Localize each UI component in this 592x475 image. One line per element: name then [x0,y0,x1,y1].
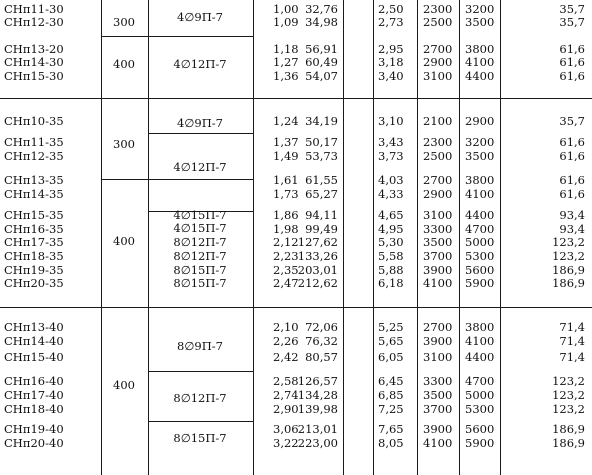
cell-v4: 3100 [423,69,453,83]
cell-v3: 2,50 [378,2,404,16]
cell-v1: 1,61 [273,173,299,187]
cell-v5: 2900 [465,114,495,128]
cell-v2: 34,19 [305,114,338,128]
cell-v6: 123,2 [552,402,585,416]
cell-v6: 35,7 [559,15,585,29]
cell-v6: 123,2 [552,374,585,388]
cell-v2: 76,32 [305,334,338,348]
cell-v2: 60,49 [305,55,338,69]
cell-v2: 223,00 [297,436,338,450]
cell-v1: 2,26 [273,334,299,348]
group-separator [101,179,253,180]
row-designation: СНп10-35 [4,114,64,128]
cell-v2: 127,62 [297,235,338,249]
cell-v6: 71,4 [559,320,585,334]
column-rule [101,0,102,475]
cell-v1: 1,73 [273,187,299,201]
cell-v5: 3200 [465,2,495,16]
cell-v3: 3,10 [378,114,404,128]
cell-v2: 213,01 [297,422,338,436]
cell-v1: 3,06 [273,422,299,436]
reinforcement-label: 4∅15П-7 [173,208,227,222]
cell-v6: 35,7 [559,2,585,16]
cell-v2: 56,91 [305,42,338,56]
cell-v5: 3800 [465,173,495,187]
group-label: 300 [113,15,135,29]
cell-v6: 93,4 [559,208,585,222]
cell-v3: 6,45 [378,374,404,388]
cell-v4: 3900 [423,263,453,277]
column-rule [253,0,254,475]
cell-v1: 1,24 [273,114,299,128]
cell-v2: 32,76 [305,2,338,16]
group-label: 400 [113,378,135,392]
cell-v1: 3,22 [273,436,299,450]
cell-v5: 4700 [465,222,495,236]
column-rule [500,0,501,475]
row-designation: СНп14-35 [4,187,64,201]
row-designation: СНп20-40 [4,436,64,450]
cell-v2: 99,49 [305,222,338,236]
row-designation: СНп18-40 [4,402,64,416]
cell-v2: 134,28 [297,388,338,402]
cell-v3: 7,65 [378,422,404,436]
group-label: 400 [113,57,135,71]
cell-v4: 2500 [423,149,453,163]
column-rule [459,0,460,475]
reinf-separator [148,421,253,422]
group-label: 300 [113,137,135,151]
cell-v1: 1,98 [273,222,299,236]
cell-v1: 2,74 [273,388,299,402]
cell-v2: 50,17 [305,135,338,149]
cell-v6: 71,4 [559,334,585,348]
cell-v2: 53,73 [305,149,338,163]
cell-v3: 5,88 [378,263,404,277]
cell-v4: 3900 [423,334,453,348]
cell-v3: 4,03 [378,173,404,187]
cell-v1: 1,49 [273,149,299,163]
cell-v5: 5900 [465,436,495,450]
cell-v5: 4100 [465,55,495,69]
cell-v2: 54,07 [305,69,338,83]
row-designation: СНп15-40 [4,350,64,364]
row-designation: СНп16-40 [4,374,64,388]
cell-v3: 8,05 [378,436,404,450]
cell-v2: 94,11 [305,208,338,222]
row-designation: СНп12-35 [4,149,64,163]
cell-v2: 80,57 [305,350,338,364]
row-designation: СНп14-40 [4,334,64,348]
row-designation: СНп17-40 [4,388,64,402]
cell-v1: 1,36 [273,69,299,83]
cell-v2: 72,06 [305,320,338,334]
cell-v3: 3,73 [378,149,404,163]
row-designation: СНп15-30 [4,69,64,83]
reinforcement-label: 8∅12П-7 [173,235,227,249]
cell-v4: 3500 [423,388,453,402]
column-rule [148,0,149,475]
row-designation: СНп16-35 [4,222,64,236]
row-designation: СНп20-35 [4,276,64,290]
row-designation: СНп18-35 [4,249,64,263]
cell-v4: 3100 [423,208,453,222]
cell-v6: 186,9 [552,422,585,436]
cell-v2: 34,98 [305,15,338,29]
cell-v1: 1,18 [273,42,299,56]
cell-v3: 4,65 [378,208,404,222]
reinf-separator [148,133,253,134]
cell-v1: 2,35 [273,263,299,277]
group-separator [101,36,253,37]
cell-v2: 212,62 [297,276,338,290]
cell-v4: 2700 [423,42,453,56]
reinforcement-label: 8∅9П-7 [177,339,223,353]
cell-v2: 126,57 [297,374,338,388]
cell-v4: 2300 [423,135,453,149]
cell-v3: 5,30 [378,235,404,249]
cell-v2: 61,55 [305,173,338,187]
reinforcement-label: 8∅12П-7 [173,249,227,263]
cell-v4: 2100 [423,114,453,128]
cell-v6: 35,7 [559,114,585,128]
reinforcement-label: 4∅12П-7 [173,160,227,174]
cell-v1: 2,10 [273,320,299,334]
cell-v3: 6,18 [378,276,404,290]
cell-v5: 4400 [465,69,495,83]
cell-v5: 4700 [465,374,495,388]
cell-v4: 2300 [423,2,453,16]
cell-v5: 5600 [465,422,495,436]
cell-v1: 2,12 [273,235,299,249]
cell-v1: 2,23 [273,249,299,263]
row-designation: СНп15-35 [4,208,64,222]
cell-v3: 7,25 [378,402,404,416]
cell-v6: 71,4 [559,350,585,364]
cell-v3: 6,05 [378,350,404,364]
cell-v4: 3700 [423,402,453,416]
reinforcement-label: 8∅12П-7 [173,391,227,405]
cell-v6: 61,6 [559,173,585,187]
row-designation: СНп11-35 [4,135,64,149]
cell-v1: 2,58 [273,374,299,388]
cell-v1: 2,42 [273,350,299,364]
cell-v4: 3300 [423,222,453,236]
cell-v3: 3,43 [378,135,404,149]
cell-v4: 4100 [423,276,453,290]
column-rule [373,0,374,475]
row-designation: СНп12-30 [4,15,64,29]
cell-v1: 2,90 [273,402,299,416]
section-separator [0,307,592,308]
cell-v2: 65,27 [305,187,338,201]
reinforcement-label: 4∅9П-7 [177,10,223,24]
cell-v4: 3900 [423,422,453,436]
cell-v6: 186,9 [552,263,585,277]
cell-v3: 4,95 [378,222,404,236]
reinforcement-label: 8∅15П-7 [173,276,227,290]
cell-v1: 1,37 [273,135,299,149]
cell-v4: 2500 [423,15,453,29]
cell-v6: 61,6 [559,187,585,201]
row-designation: СНп19-35 [4,263,64,277]
cell-v6: 186,9 [552,276,585,290]
cell-v6: 123,2 [552,388,585,402]
cell-v2: 139,98 [297,402,338,416]
cell-v5: 4400 [465,208,495,222]
cell-v5: 4100 [465,334,495,348]
cell-v1: 1,27 [273,55,299,69]
cell-v6: 61,6 [559,55,585,69]
cell-v3: 3,40 [378,69,404,83]
cell-v5: 3800 [465,42,495,56]
cell-v4: 3300 [423,374,453,388]
cell-v4: 2900 [423,187,453,201]
cell-v5: 3500 [465,149,495,163]
reinforcement-label: 8∅15П-7 [173,263,227,277]
cell-v4: 2700 [423,173,453,187]
cell-v4: 4100 [423,436,453,450]
cell-v3: 2,73 [378,15,404,29]
cell-v5: 5000 [465,235,495,249]
cell-v5: 3800 [465,320,495,334]
row-designation: СНп17-35 [4,235,64,249]
row-designation: СНп19-40 [4,422,64,436]
cell-v5: 4100 [465,187,495,201]
cell-v2: 133,26 [297,249,338,263]
cell-v6: 186,9 [552,436,585,450]
cell-v5: 3500 [465,15,495,29]
cell-v5: 5600 [465,263,495,277]
cell-v5: 5900 [465,276,495,290]
cell-v3: 5,65 [378,334,404,348]
cell-v1: 1,09 [273,15,299,29]
cell-v6: 61,6 [559,69,585,83]
cell-v1: 1,00 [273,2,299,16]
cell-v4: 2700 [423,320,453,334]
cell-v6: 93,4 [559,222,585,236]
cell-v4: 3700 [423,249,453,263]
cell-v2: 203,01 [297,263,338,277]
cell-v4: 3100 [423,350,453,364]
cell-v6: 61,6 [559,135,585,149]
column-rule [417,0,418,475]
row-designation: СНп13-40 [4,320,64,334]
cell-v4: 2900 [423,55,453,69]
group-label: 400 [113,234,135,248]
row-designation: СНп13-20 [4,42,64,56]
cell-v1: 1,86 [273,208,299,222]
cell-v3: 3,18 [378,55,404,69]
cell-v5: 4400 [465,350,495,364]
cell-v5: 5300 [465,249,495,263]
cell-v4: 3500 [423,235,453,249]
cell-v6: 123,2 [552,235,585,249]
cell-v1: 2,47 [273,276,299,290]
cell-v5: 3200 [465,135,495,149]
cell-v6: 61,6 [559,149,585,163]
cell-v5: 5300 [465,402,495,416]
cell-v3: 2,95 [378,42,404,56]
cell-v3: 5,58 [378,249,404,263]
cell-v3: 4,33 [378,187,404,201]
reinforcement-label: 4∅12П-7 [173,57,227,71]
cell-v5: 5000 [465,388,495,402]
cell-v6: 61,6 [559,42,585,56]
reinforcement-label: 4∅9П-7 [177,116,223,130]
reinf-separator [148,371,253,372]
cell-v6: 123,2 [552,249,585,263]
reinforcement-label: 8∅15П-7 [173,431,227,445]
row-designation: СНп14-30 [4,55,64,69]
section-separator [0,98,592,99]
reinforcement-label: 4∅15П-7 [173,221,227,235]
cell-v3: 5,25 [378,320,404,334]
row-designation: СНп11-30 [4,2,64,16]
cell-v3: 6,85 [378,388,404,402]
column-rule [343,0,344,475]
row-designation: СНп13-35 [4,173,64,187]
